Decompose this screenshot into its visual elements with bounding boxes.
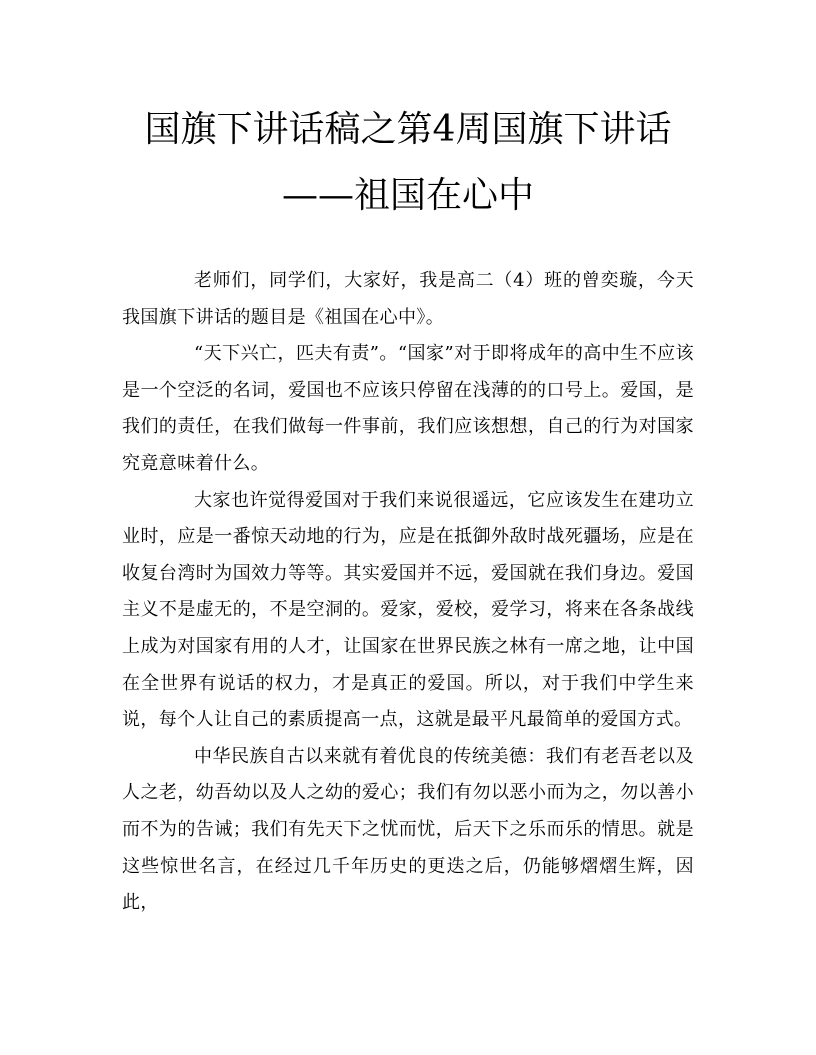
paragraph-responsibility: “天下兴亡，匹夫有责”。“国家”对于即将成年的高中生不应该是一个空泛的名词，爱国也不应该只停留在浅薄的的口号上。爱国，是我们的责任，在我们做每一件事前，我们应该想想，自己的行为对国家究竟意味着什么。 [122,343,694,474]
paragraph-greeting: 老师们，同学们，大家好，我是高二（4）班的曾奕璇，今天我国旗下讲话的题目是《祖国在心中》。 [122,270,694,328]
paragraph-traditional-virtues: 中华民族自古以来就有着优良的传统美德：我们有老吾老以及人之老，幼吾幼以及人之幼的爱心；我们有勿以恶小而为之，勿以善小而不为的告诫；我们有先天下之忧而忧，后天下之乐而乐的情思。就是这些惊世名言，在经过几千年历史的更迭之后，仍能够熠熠生辉，因此， [122,745,694,914]
document-title: 国旗下讲话稿之第4周国旗下讲话 [144,109,672,150]
document-subtitle: ——祖国在心中 [281,175,534,216]
document-body [122,263,694,922]
paragraph-patriotism-nearby: 大家也许觉得爱国对于我们来说很遥远，它应该发生在建功立业时，应是一番惊天动地的行为，应是在抵御外敌时战死疆场，应是在收复台湾时为国效力等等。其实爱国并不远，爱国就在我们身边。爱国主义不是虚无的，不是空洞的。爱家，爱校，爱学习，将来在各条战线上成为对国家有用的人才，让国家在世界民族之林有一席之地，让中国在全世界有说话的权力，才是真正的爱国。所以，对于我们中学生来说，每个人让自己的素质提高一点，这就是最平凡最简单的爱国方式。 [122,489,694,731]
